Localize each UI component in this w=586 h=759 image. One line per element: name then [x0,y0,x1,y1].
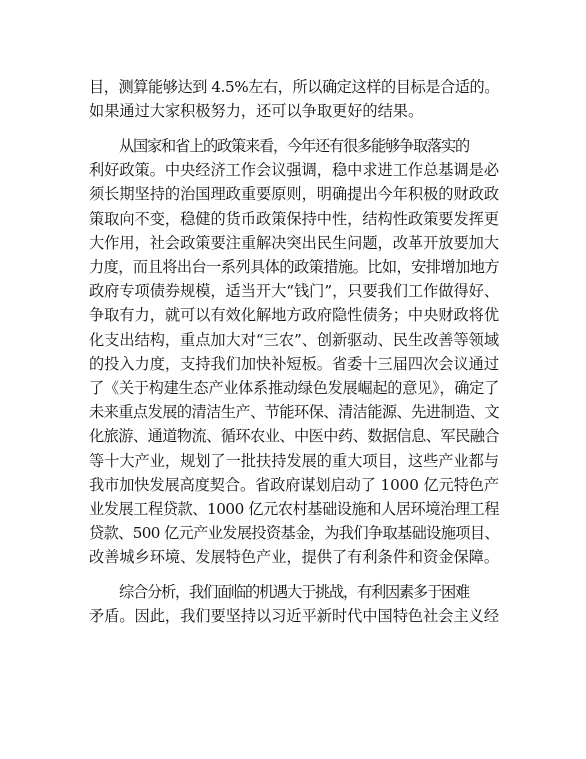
text-line: 如果通过大家积极努力，还可以争取更好的结果。 [89,102,424,121]
text-line: 从国家和省上的政策来看，今年还有很多能够争取落实的 [119,136,469,155]
text-line: 业发展工程贷款、1000 亿元农村基础设施和人居环境治理工程 [89,499,499,518]
text-line: 化支出结构，重点加大对“三农”、创新驱动、民生改善等领域 [89,330,499,349]
text-line: 利好政策。中央经济工作会议强调，稳中求进工作总基调是必 [89,161,500,180]
text-line: 矛盾。因此，我们要坚持以习近平新时代中国特色社会主义经 [89,607,500,626]
text-line: 目，测算能够达到 4.5%左右，所以确定这样的目标是合适的。 [89,78,499,96]
paragraph [89,134,499,570]
text-line: 须长期坚持的治国理政重要原则，明确提出今年积极的财政政 [89,185,500,204]
text-line: 我市加快发展高度契合。省政府谋划启动了 1000 亿元特色产 [89,475,499,494]
text-line: 未来重点发展的清洁生产、节能环保、清洁能源、先进制造、文 [89,403,500,422]
text-line: 争取有力，就可以有效化解地方政府隐性债务；中央财政将优 [89,306,500,325]
text-line: 大作用，社会政策要注重解决突出民生问题，改革开放要加大 [89,233,500,252]
text-line: 改善城乡环境、发展特色产业，提供了有利条件和资金保障。 [89,548,500,567]
text-line: 策取向不变，稳健的货币政策保持中性，结构性政策要发挥更 [89,209,500,228]
document-body [89,75,499,639]
paragraph [89,75,499,123]
text-line: 的投入力度，支持我们加快补短板。省委十三届四次会议通过 [89,354,500,373]
text-line: 贷款、500 亿元产业发展投资基金，为我们争取基础设施项目、 [89,524,499,543]
text-line: 力度，而且将出台一系列具体的政策措施。比如，安排增加地方 [89,257,500,276]
text-line: 等十大产业，规划了一批扶持发展的重大项目，这些产业都与 [89,451,500,470]
text-line: 政府专项债券规模，适当开大“钱门”，只要我们工作做得好、 [89,282,499,301]
text-line: 综合分析，我们面临的机遇大于挑战，有利因素多于困难 [119,583,469,602]
text-line: 化旅游、通道物流、循环农业、中医中药、数据信息、军民融合 [89,427,500,446]
text-line: 了《关于构建生态产业体系推动绿色发展崛起的意见》，确定了 [89,378,499,397]
paragraph [89,580,499,628]
